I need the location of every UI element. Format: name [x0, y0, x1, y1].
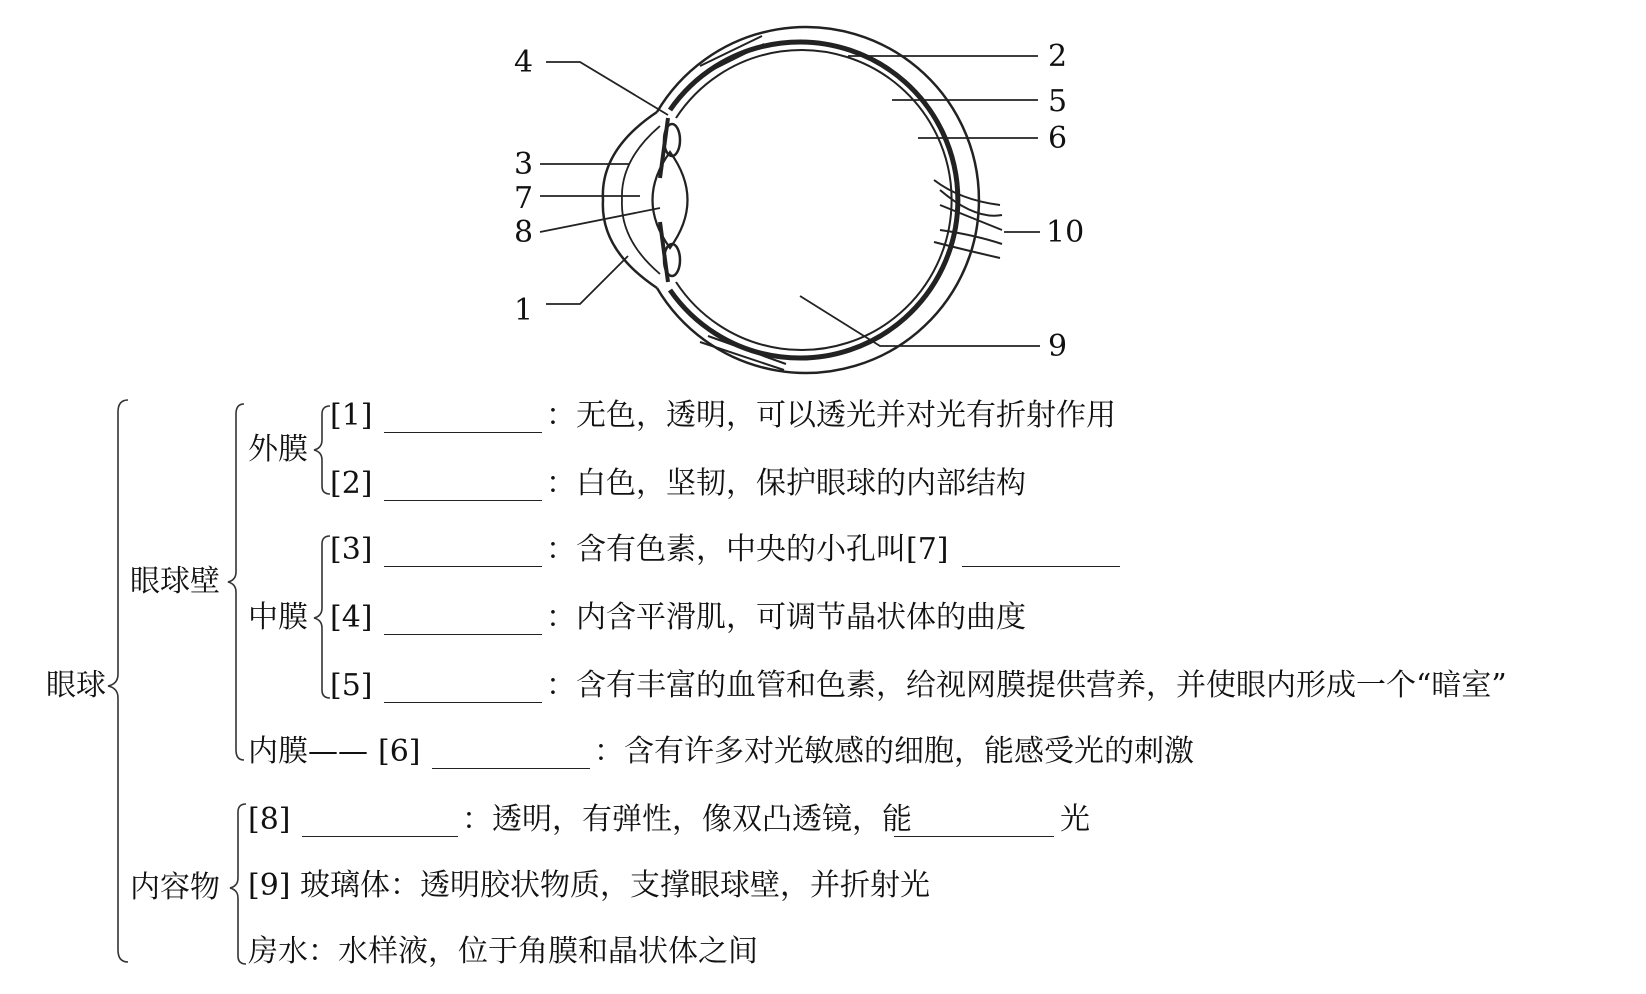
row2-desc: ：白色，坚韧，保护眼球的内部结构	[546, 466, 1026, 501]
row3-desc: ：含有色素，中央的小孔叫	[546, 532, 906, 567]
brace-wall	[228, 404, 244, 760]
label-contents: 内容物	[130, 870, 220, 905]
callout-2: 2	[1048, 39, 1068, 74]
row3-tag2: [7]	[906, 532, 949, 567]
row6-desc: ：含有许多对光敏感的细胞，能感受光的刺激	[594, 734, 1194, 769]
brace-contents	[230, 804, 246, 964]
row8-desc: ：透明，有弹性，像双凸透镜，能	[462, 802, 912, 837]
label-eyeball-wall: 眼球壁	[130, 564, 220, 599]
callout-7: 7	[514, 181, 534, 216]
row5-tag: [5]	[330, 668, 373, 703]
brace-middle	[314, 536, 330, 698]
row9-desc: 玻璃体：透明胶状物质，支撑眼球壁，并折射光	[300, 868, 930, 903]
callout-4: 4	[514, 45, 534, 80]
callout-3: 3	[514, 147, 534, 182]
brace-root	[108, 400, 128, 962]
row8-blank	[302, 836, 458, 837]
row2-blank	[384, 500, 542, 501]
row8-tail: 光	[1060, 802, 1090, 837]
row6-tag: [6]	[378, 734, 421, 769]
label-middle-membrane: 中膜	[248, 600, 308, 635]
row3-blank2	[962, 566, 1120, 567]
callout-8: 8	[514, 215, 534, 250]
row6-blank	[432, 768, 590, 769]
callout-9: 9	[1048, 329, 1068, 364]
row2-tag: [2]	[330, 466, 373, 501]
row3-tag: [3]	[330, 532, 373, 567]
brace-outer	[314, 406, 330, 494]
row5-desc: ：含有丰富的血管和色素，给视网膜提供营养，并使眼内形成一个“暗室”	[546, 668, 1507, 703]
row4-tag: [4]	[330, 600, 373, 635]
callout-5: 5	[1048, 84, 1068, 119]
row8-tag: [8]	[248, 802, 291, 837]
row1-desc: ：无色，透明，可以透光并对光有折射作用	[546, 398, 1116, 433]
row4-blank	[384, 634, 542, 635]
row1-tag: [1]	[330, 398, 373, 433]
row9-tag: [9]	[248, 868, 291, 903]
label-outer-membrane: 外膜	[248, 432, 308, 467]
row6-prefix: 内膜——	[248, 734, 368, 769]
row10-desc: 房水：水样液，位于角膜和晶状体之间	[248, 934, 758, 969]
callout-10: 10	[1046, 215, 1085, 250]
label-eyeball: 眼球	[46, 668, 106, 703]
row5-blank	[384, 702, 542, 703]
callout-1: 1	[514, 293, 534, 328]
row1-blank	[384, 432, 542, 433]
row4-desc: ：内含平滑肌，可调节晶状体的曲度	[546, 600, 1026, 635]
row8-blank2	[894, 836, 1054, 837]
row3-blank	[384, 566, 542, 567]
callout-6: 6	[1048, 121, 1068, 156]
